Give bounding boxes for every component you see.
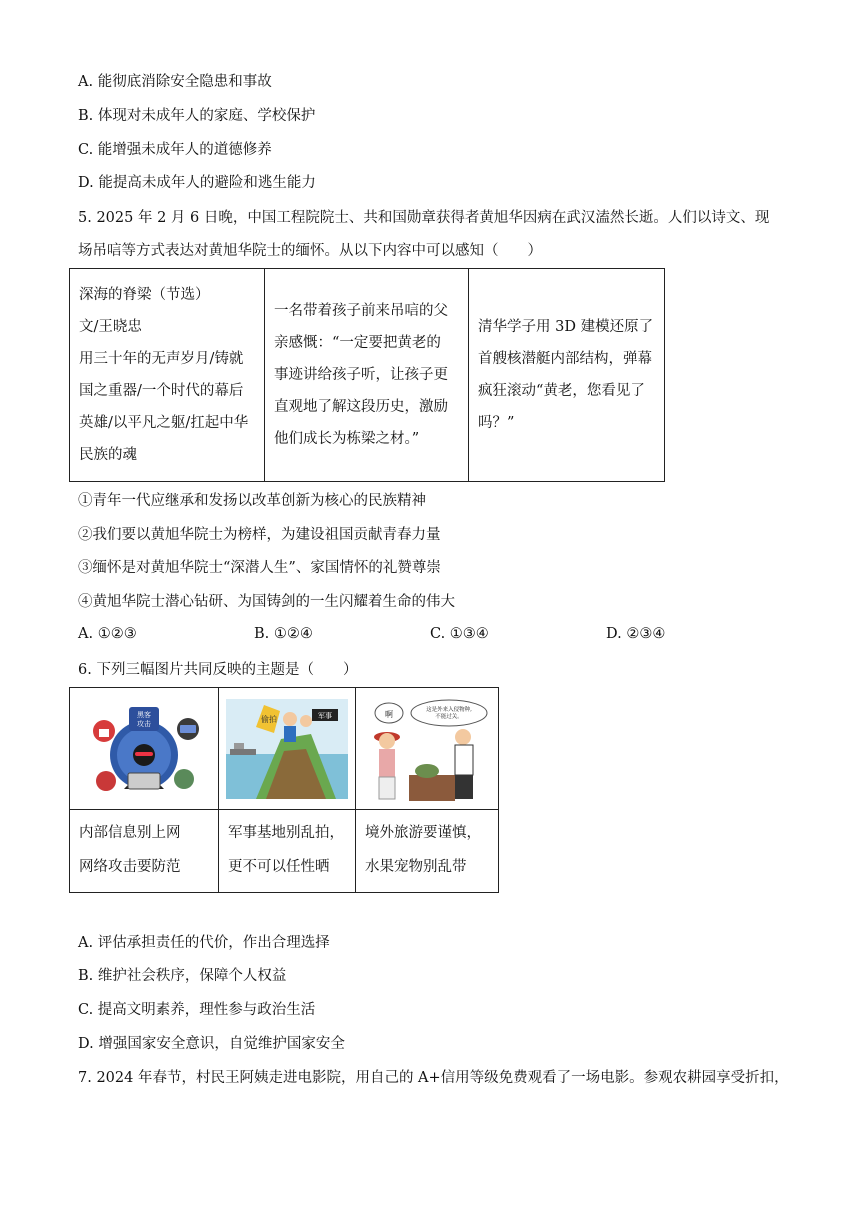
q5-statement-2: ②我们要以黄旭华院士为榜样，为建设祖国贡献青春力量	[78, 527, 441, 543]
q4-option-c: C. 能增强未成年人的道德修养	[78, 142, 272, 158]
q5-students-cell	[469, 269, 665, 482]
q6-caption-2	[219, 810, 356, 893]
q6-option-a: A. 评估承担责任的代价，作出合理选择	[78, 935, 330, 951]
q4-option-a: A. 能彻底消除安全隐患和事故	[78, 74, 272, 90]
q5-poem-line: 民族的魂	[79, 447, 137, 463]
q5-statement-3: ③缅怀是对黄旭华院士“深潜人生”、家国情怀的礼赞尊崇	[78, 560, 441, 576]
q5-option-c: C. ①③④	[430, 626, 489, 642]
q6-image-2-cell	[219, 688, 356, 810]
q7-stem-line1: 7. 2024 年春节，村民王阿姨走进电影院，用自己的 A+信用等级免费观看了一场电影。参观农耕园享受折扣，	[78, 1070, 789, 1086]
q5-options-row	[78, 626, 778, 646]
q5-option-b: B. ①②④	[254, 626, 313, 642]
q6-caption-line: 军事基地别乱拍，	[228, 825, 344, 841]
img2-camera-label: 偷拍	[261, 714, 277, 724]
q5-poem-line: 文/王晓忠	[79, 319, 142, 335]
q4-option-d: D. 能提高未成年人的避险和逃生能力	[78, 175, 316, 191]
q6-option-d: D. 增强国家安全意识，自觉维护国家安全	[78, 1036, 345, 1052]
q5-statement-1: ①青年一代应继承和发扬以改革创新为核心的民族精神	[78, 493, 426, 509]
q5-poem-line: 深海的脊梁（节选）	[79, 287, 210, 303]
q6-caption-3	[356, 810, 499, 893]
q6-caption-line: 网络攻击要防范	[79, 859, 181, 875]
q6-image-1-cell	[70, 688, 219, 810]
q5-father-line: 他们成长为栋梁之材。”	[274, 431, 420, 447]
img3-bubble-left: 啊	[385, 709, 393, 719]
q5-statement-4: ④黄旭华院士潜心钻研、为国铸剑的一生闪耀着生命的伟大	[78, 594, 455, 610]
img3-bubble-right-line1: 这是外来入侵物种,	[426, 706, 472, 713]
q5-poem-line: 国之重器/一个时代的幕后	[79, 383, 244, 399]
q5-father-line: 一名带着孩子前来吊唁的父	[274, 303, 448, 319]
hacker-illustration	[84, 701, 204, 797]
img1-badge-line1: 黑客	[137, 710, 151, 719]
q6-option-b: B. 维护社会秩序，保障个人权益	[78, 968, 287, 984]
q5-students-line: 首艘核潜艇内部结构，弹幕	[478, 351, 652, 367]
q5-option-a: A. ①②③	[78, 626, 137, 642]
q5-poem-line: 英雄/以平凡之躯/扛起中华	[79, 415, 249, 431]
q5-students-line: 吗？”	[478, 415, 515, 431]
q6-option-c: C. 提高文明素养，理性参与政治生活	[78, 1002, 316, 1018]
q6-caption-1	[70, 810, 219, 893]
q6-caption-line: 境外旅游要谨慎，	[365, 825, 481, 841]
q5-students-line: 清华学子用 3D 建模还原了	[478, 319, 654, 335]
q5-poem-line: 用三十年的无声岁月/铸就	[79, 351, 244, 367]
q6-caption-line: 水果宠物别乱带	[365, 859, 467, 875]
q5-stem-line2: 场吊唁等方式表达对黄旭华院士的缅怀。从以下内容中可以感知（ ）	[78, 243, 542, 259]
img3-bubble-right-line2: 不能过关。	[435, 713, 463, 720]
q6-caption-line: 更不可以任性晒	[228, 859, 330, 875]
q5-students-line: 疯狂滚动“黄老，您看见了	[478, 383, 645, 399]
q5-father-cell	[265, 269, 469, 482]
q6-image-3-cell	[356, 688, 499, 810]
military-photo-illustration	[226, 699, 348, 799]
q6-picture-table	[69, 687, 499, 893]
q5-father-line: 亲感慨：“一定要把黄老的	[274, 335, 441, 351]
q5-material-table	[69, 268, 665, 482]
q5-stem-line1: 5. 2025 年 2 月 6 日晚，中国工程院院士、共和国勋章获得者黄旭华因病在武汉溘然长逝。人们以诗文、现	[78, 210, 770, 226]
q5-father-line: 事迹讲给孩子听，让孩子更	[274, 367, 448, 383]
q6-caption-line: 内部信息别上网	[79, 825, 181, 841]
customs-check-illustration	[363, 697, 491, 801]
q5-option-d: D. ②③④	[606, 626, 666, 642]
q5-father-line: 直观地了解这段历史，激励	[274, 399, 448, 415]
img2-sign-label: 军事	[318, 711, 332, 720]
q6-stem: 6. 下列三幅图片共同反映的主题是（ ）	[78, 662, 358, 678]
img1-badge-line2: 攻击	[137, 719, 151, 728]
q4-option-b: B. 体现对未成年人的家庭、学校保护	[78, 108, 316, 124]
q5-poem-cell	[70, 269, 265, 482]
